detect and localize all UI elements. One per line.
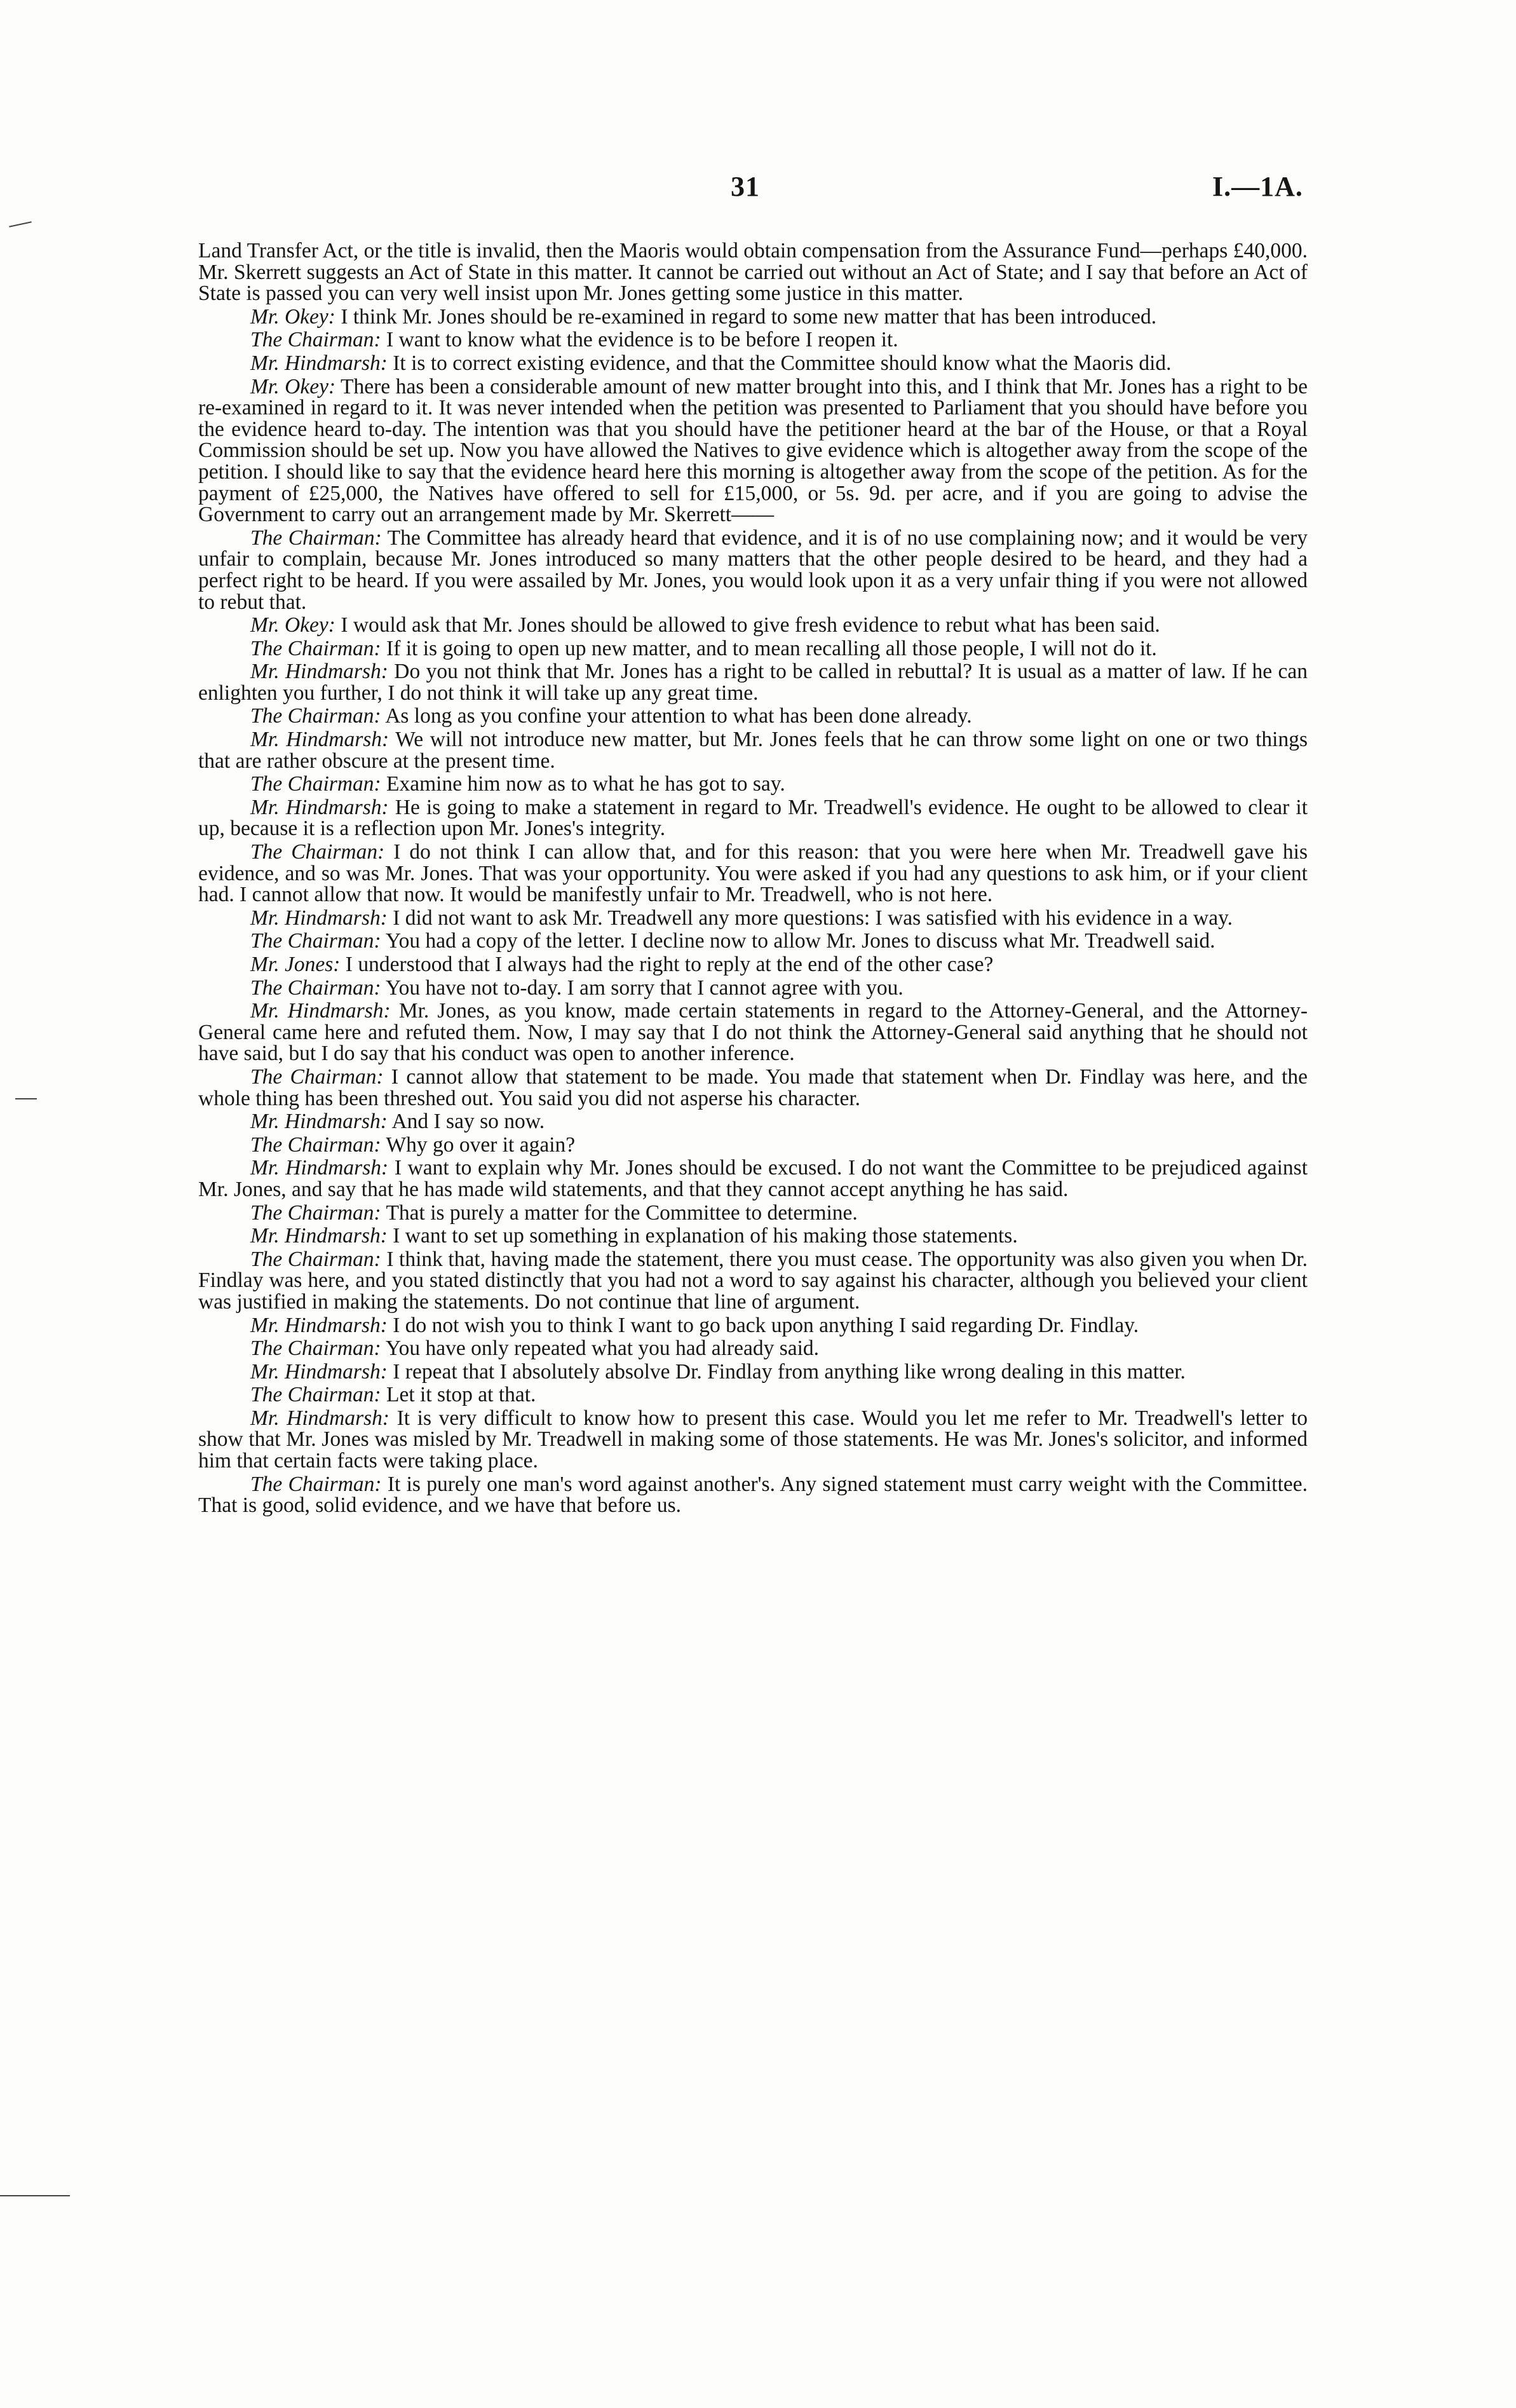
speaker-name: Mr. Hindmarsh:: [250, 728, 389, 752]
dialogue-paragraph: [198, 908, 1308, 929]
speech-text: I want to know what the evidence is to be before I reopen it.: [386, 328, 898, 352]
dialogue-paragraph: [198, 705, 1308, 727]
dialogue-paragraph: [198, 1157, 1308, 1200]
speech-text: It is very difficult to know how to present this case. Would you let me refer to Mr. Treadwell's letter to show that Mr. Jones was misled by Mr. Treadwell in making some of those statements. He was Mr. Jones's solicitor, and informed him that certain facts were taking place.: [198, 1406, 1308, 1473]
speaker-name: The Chairman:: [250, 1383, 381, 1407]
speech-text: I think that, having made the statement, there you must cease. The opportunity was also given you when Dr. Findlay was here, and you stated distinctly that you had not a word to say against his character, although you believed your client was justified in making the statements. Do not continue that line of argument.: [198, 1247, 1308, 1314]
margin-mark: [9, 221, 32, 227]
speaker-name: The Chairman:: [250, 704, 381, 728]
dialogue-paragraph: [198, 1066, 1308, 1109]
speaker-name: Mr. Hindmarsh:: [250, 906, 388, 930]
speech-text: I did not want to ask Mr. Treadwell any more questions: I was satisfied with his evidence in a way.: [393, 906, 1233, 930]
dialogue-paragraph: [198, 797, 1308, 840]
speech-text: Mr. Jones, as you know, made certain statements in regard to the Attorney-General, and the Attorney-General came here and refuted them. Now, I may say that I do not think the Attorney-General said anything that he should not have said, but I do say that his conduct was open to another inference.: [198, 999, 1308, 1066]
speaker-name: Mr. Hindmarsh:: [250, 999, 391, 1023]
dialogue-paragraph: [198, 329, 1308, 351]
margin-mark: [0, 2195, 70, 2196]
minutes-text: [198, 240, 1308, 1518]
dialogue-paragraph: [198, 1111, 1308, 1133]
dialogue-paragraph: [198, 1315, 1308, 1337]
speech-text: It is to correct existing evidence, and that the Committee should know what the Maoris did.: [393, 351, 1172, 375]
speech-text: He is going to make a statement in regard to Mr. Treadwell's evidence. He ought to be allowed to clear it up, because it is a reflection upon Mr. Jones's integrity.: [198, 795, 1308, 841]
speech-text: You have not to-day. I am sorry that I cannot agree with you.: [385, 976, 904, 1000]
dialogue-paragraph: [198, 615, 1308, 636]
speaker-name: The Chairman:: [250, 1337, 381, 1361]
speech-text: As long as you confine your attention to what has been done already.: [385, 704, 972, 728]
speech-text: We will not introduce new matter, but Mr. Jones feels that he can throw some light on one or two things that are rather obscure at the present time.: [198, 728, 1308, 773]
speech-text: I do not wish you to think I want to go back upon anything I said regarding Dr. Findlay.: [393, 1313, 1139, 1337]
speech-text: I repeat that I absolutely absolve Dr. Findlay from anything like wrong dealing in this matter.: [393, 1359, 1186, 1384]
page-header: [0, 170, 1516, 208]
speaker-name: The Chairman:: [250, 929, 381, 953]
speech-text: It is purely one man's word against another's. Any signed statement must carry weight with the Committee. That is good, solid evidence, and we have that before us.: [198, 1472, 1308, 1518]
dialogue-paragraph: [198, 977, 1308, 999]
dialogue-paragraph: [198, 1000, 1308, 1065]
dialogue-paragraph: [198, 930, 1308, 952]
opening-paragraph: Land Transfer Act, or the title is invalid, then the Maoris would obtain compensation from the Assurance Fund—perhaps £40,000. Mr. Skerrett suggests an Act of State in this matter. It cannot be carried out without an Act of State; and I say that before an Act of State is passed you can very well insist upon Mr. Jones getting some justice in this matter.: [198, 239, 1308, 306]
speech-text: I want to set up something in explanation of his making those statements.: [393, 1224, 1018, 1248]
speech-text: You had a copy of the letter. I decline now to allow Mr. Jones to discuss what Mr. Treadwell said.: [385, 929, 1215, 953]
dialogue-paragraph: [198, 1249, 1308, 1313]
paper-reference: I.—1A.: [1212, 171, 1303, 202]
speaker-name: The Chairman:: [250, 976, 381, 1000]
dialogue-paragraph: [198, 1474, 1308, 1516]
speaker-name: Mr. Jones:: [250, 953, 341, 976]
speaker-name: The Chairman:: [250, 1133, 381, 1157]
speech-text: I think Mr. Jones should be re-examined in regard to some new matter that has been introduced.: [341, 304, 1157, 329]
speaker-name: Mr. Hindmarsh:: [250, 1110, 388, 1134]
speech-text: I understood that I always had the right to reply at the end of the other case?: [345, 953, 994, 976]
dialogue-paragraph: [198, 638, 1308, 660]
dialogue-paragraph: [198, 1384, 1308, 1406]
speaker-name: The Chairman:: [250, 772, 381, 796]
speech-text: You have only repeated what you had already said.: [385, 1337, 820, 1361]
speech-text: I cannot allow that statement to be made. You made that statement when Dr. Findlay was here, and the whole thing has been threshed out. You said you did not asperse his character.: [198, 1065, 1308, 1110]
dialogue-paragraph: [198, 954, 1308, 976]
speaker-name: The Chairman:: [250, 1065, 384, 1089]
dialogue-paragraph: [198, 773, 1308, 795]
speech-text: Do you not think that Mr. Jones has a right to be called in rebuttal? It is usual as a matter of law. If he can enlighten you further, I do not think it will take up any great time.: [198, 660, 1308, 705]
dialogue-paragraph: [198, 1408, 1308, 1472]
speaker-name: Mr. Hindmarsh:: [250, 1359, 388, 1384]
speaker-name: The Chairman:: [250, 526, 382, 550]
speaker-name: Mr. Okey:: [250, 304, 335, 329]
speaker-name: Mr. Hindmarsh:: [250, 351, 388, 375]
speech-text: I would ask that Mr. Jones should be allowed to give fresh evidence to rebut what has been said.: [341, 613, 1160, 637]
dialogue-paragraph: [198, 1338, 1308, 1359]
speaker-name: The Chairman:: [250, 636, 381, 660]
speaker-name: Mr. Hindmarsh:: [250, 1156, 389, 1180]
speech-text: That is purely a matter for the Committee to determine.: [386, 1201, 858, 1225]
speaker-name: Mr. Hindmarsh:: [250, 1224, 388, 1248]
dialogue-paragraph: [198, 353, 1308, 374]
page-number: 31: [731, 171, 760, 202]
dialogue-paragraph: [198, 1134, 1308, 1156]
speaker-name: The Chairman:: [250, 1201, 381, 1225]
speech-text: There has been a considerable amount of new matter brought into this, and I think that Mr. Jones has a right to be re-examined in regard to it. It was never intended when the petition was presented to Parliament that you should have before you the evidence heard to-day. The intention was that you should have the petitioner heard at the bar of the House, or that a Royal Commission should be set up. Now you have allowed the Natives to give evidence which is altogether away from the scope of the petition. I should like to say that the evidence heard here this morning is altogether away from the scope of the petition. As for the payment of £25,000, the Natives have offered to sell for £15,000, or 5s. 9d. per acre, and if you are going to advise the Government to carry out an arrangement made by Mr. Skerrett——: [198, 374, 1308, 527]
dialogue-paragraph: [198, 661, 1308, 704]
dialogue-paragraph: [198, 306, 1308, 328]
dialogue-paragraph: [198, 1361, 1308, 1383]
dialogue-paragraph: [198, 376, 1308, 526]
dialogue-paragraph: [198, 1225, 1308, 1247]
speaker-name: Mr. Hindmarsh:: [250, 660, 388, 684]
speaker-name: Mr. Okey:: [250, 374, 336, 398]
margin-mark: [15, 1098, 37, 1099]
speech-text: Why go over it again?: [386, 1133, 576, 1157]
speech-text: Examine him now as to what he has got to say.: [386, 772, 785, 796]
speech-text: I do not think I can allow that, and for this reason: that you were here when Mr. Treadwell gave his evidence, and so was Mr. Jones. That was your opportunity. You were asked if you had any questions to ask him, or if your client had. I cannot allow that now. It would be manifestly unfair to Mr. Treadwell, who is not here.: [198, 840, 1308, 907]
dialogue-paragraph: [198, 527, 1308, 613]
speaker-name: Mr. Hindmarsh:: [250, 1313, 388, 1337]
speaker-name: The Chairman:: [250, 840, 385, 864]
speaker-name: Mr. Hindmarsh:: [250, 795, 389, 819]
speaker-name: Mr. Hindmarsh:: [250, 1406, 390, 1430]
speaker-name: Mr. Okey:: [250, 613, 335, 637]
speaker-name: The Chairman:: [250, 328, 381, 352]
speech-text: I want to explain why Mr. Jones should be excused. I do not want the Committee to be prejudiced against Mr. Jones, and say that he has made wild statements, and that they cannot accept anything he has said.: [198, 1156, 1308, 1201]
speech-text: If it is going to open up new matter, and to mean recalling all those people, I will not do it.: [386, 636, 1157, 660]
speech-text: Let it stop at that.: [386, 1383, 536, 1407]
speaker-name: The Chairman:: [250, 1472, 382, 1496]
dialogue-paragraph: [198, 729, 1308, 772]
dialogue-paragraph: [198, 1202, 1308, 1224]
dialogue-paragraph: [198, 841, 1308, 906]
speech-text: And I say so now.: [391, 1110, 545, 1134]
speaker-name: The Chairman:: [250, 1247, 381, 1271]
speech-text: The Committee has already heard that evidence, and it is of no use complaining now; and it would be very unfair to complain, because Mr. Jones introduced so many matters that the other people desired to be heard, and they had a perfect right to be heard. If you were assailed by Mr. Jones, you would look upon it as a very unfair thing if you were not allowed to rebut that.: [198, 526, 1308, 614]
